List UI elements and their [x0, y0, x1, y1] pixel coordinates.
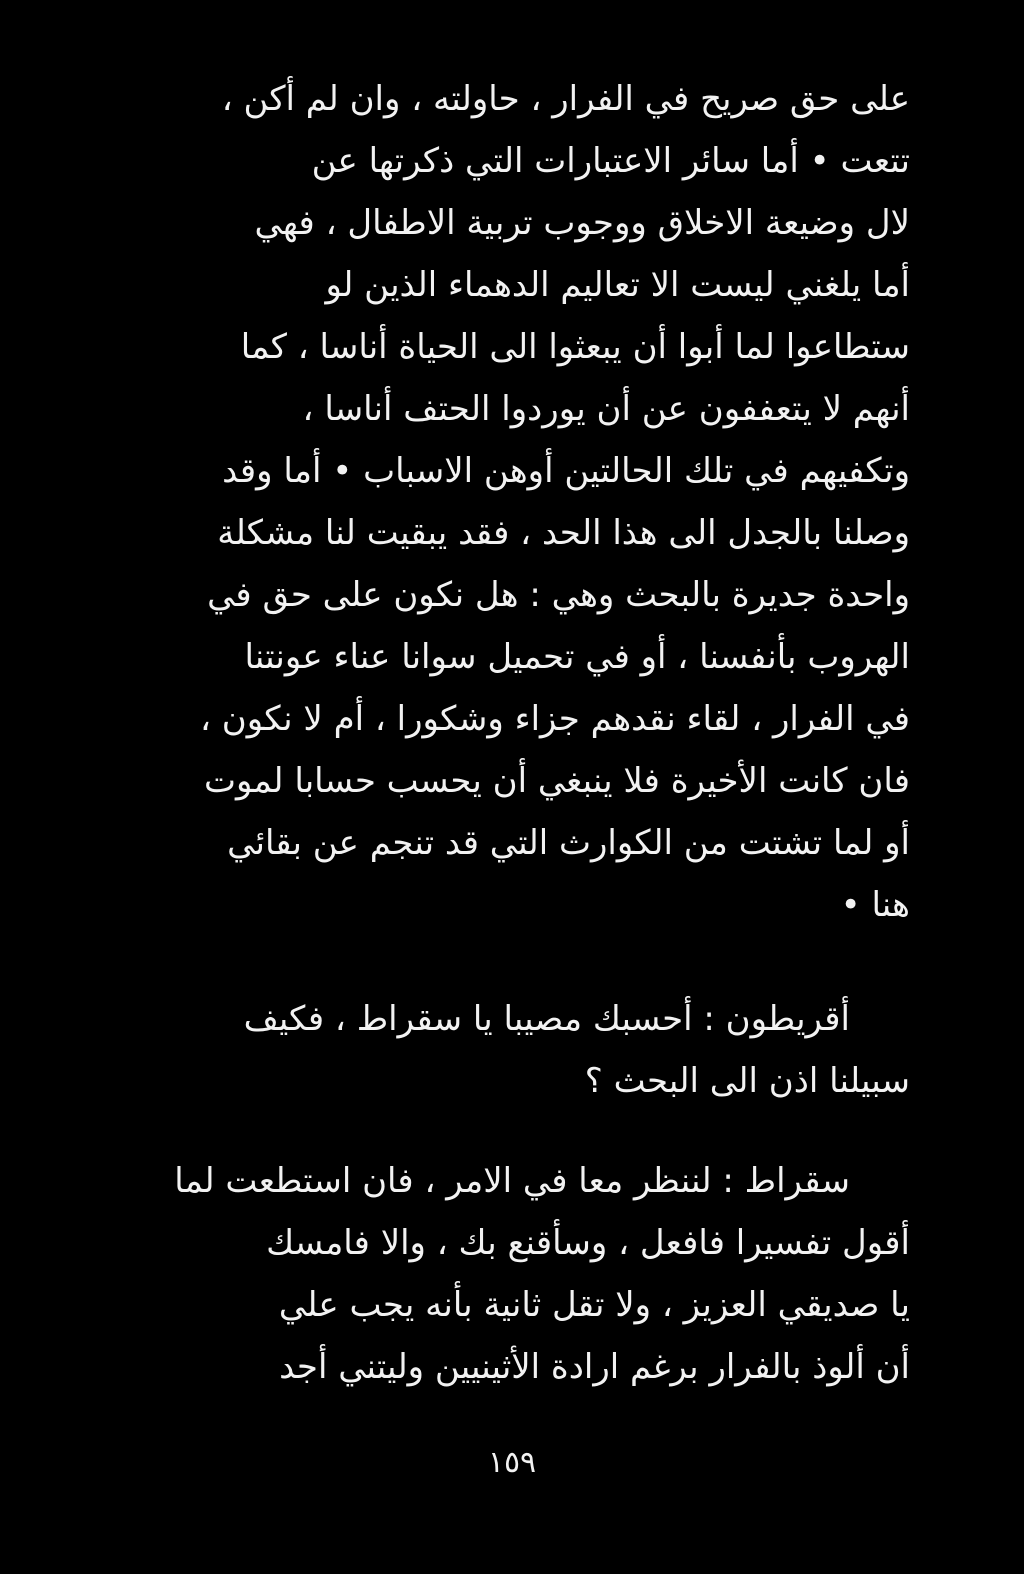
text-line: فان كانت الأخيرة فلا ينبغي أن يحسب حسابا لموت	[203, 761, 910, 801]
text-line: واحدة جديرة بالبحث وهي : هل نكون على حق في	[207, 575, 910, 615]
page-number: ١٥٩	[487, 1445, 537, 1480]
text-line: تتعت • أما سائر الاعتبارات التي ذكرتها عن	[311, 141, 910, 181]
text-line: لال وضيعة الاخلاق ووجوب تربية الاطفال ، فهي	[254, 203, 910, 243]
text-line: ستطاعوا لما أبوا أن يبعثوا الى الحياة أناسا ، كما	[240, 327, 910, 367]
text-line: أقريطون : أحسبك مصيبا يا سقراط ، فكيف	[243, 999, 850, 1039]
paragraph-3	[100, 1150, 910, 1398]
text-line: سبيلنا اذن الى البحث ؟	[584, 1061, 910, 1101]
text-line: يا صديقي العزيز ، ولا تقل ثانية بأنه يجب علي	[278, 1285, 910, 1325]
text-line: أنهم لا يتعففون عن أن يوردوا الحتف أناسا ،	[302, 389, 910, 429]
text-line: هنا •	[840, 885, 910, 925]
text-line: أقول تفسيرا فافعل ، وسأقنع بك ، والا فامسك	[266, 1223, 910, 1263]
text-line: وصلنا بالجدل الى هذا الحد ، فقد يبقيت لنا مشكلة	[217, 513, 910, 553]
text-line: أو لما تشتت من الكوارث التي قد تنجم عن بقائي	[227, 823, 910, 863]
text-line: على حق صريح في الفرار ، حاولته ، وان لم أكن ،	[221, 79, 910, 119]
text-line: في الفرار ، لقاء نقدهم جزاء وشكورا ، أم لا نكون ،	[200, 699, 910, 739]
text-line: الهروب بأنفسنا ، أو في تحميل سوانا عناء عونتنا	[244, 637, 910, 677]
text-line: سقراط : لننظر معا في الامر ، فان استطعت لما	[174, 1161, 850, 1201]
text-line: وتكفيهم في تلك الحالتين أوهن الاسباب • أما وقد	[222, 451, 910, 491]
paragraph-2	[100, 988, 910, 1112]
text-line: أما يلغني ليست الا تعاليم الدهماء الذين لو	[325, 265, 910, 305]
text-line: أن ألوذ بالفرار برغم ارادة الأثينيين وليتني أجد	[279, 1347, 910, 1387]
paragraph-1	[100, 68, 910, 936]
